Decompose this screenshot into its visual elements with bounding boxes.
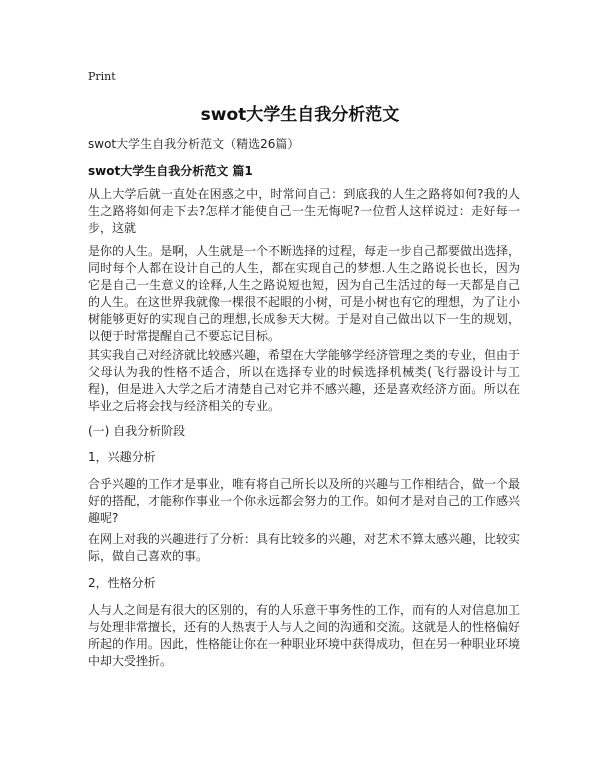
paragraph: 是你的人生。是啊，人生就是一个不断选择的过程，每走一步自己都要做出选择，同时每个人都在设计自己的人生，都在实现自己的梦想.人生之路说长也长，因为它是自己一生意义的诠释,人生之路说短也短，因为自己生活过的每一天都是自己的人生。在这世界我就像一棵很不起眼的小树，可是小树也有它的理想，为了让小树能够更好的实现自己的理想,长成参天大树。于是对自己做出以下一生的规划，以便于时常提醒自己不要忘记目标。 xyxy=(88,244,521,343)
subheading-personality: 2，性格分析 xyxy=(88,576,156,590)
print-link[interactable]: Print xyxy=(88,70,116,83)
paragraph: 人与人之间是有很大的区别的，有的人乐意干事务性的工作，而有的人对信息加工与处理非常擅长，还有的人热衷于人与人之间的沟通和交流。这就是人的性格偏好所起的作用。因此，性格能让你在一种职业环境中获得成功，但在另一种职业环境中却大受挫折。 xyxy=(88,603,521,668)
page-title: swot大学生自我分析范文 xyxy=(200,105,400,125)
subheading-interest: 1，兴趣分析 xyxy=(88,450,156,464)
paragraph: 其实我自己对经济就比较感兴趣，希望在大学能够学经济管理之类的专业，但由于父母认为我的性格不适合，所以在选择专业的时候选择机械类(飞行器设计与工程)，但是进入大学之后才清楚自己对它并不感兴趣，还是喜欢经济方面。所以在毕业之后将会找与经济相关的专业。 xyxy=(88,348,521,413)
paragraph: 从上大学后就一直处在困惑之中，时常问自己：到底我的人生之路将如何?我的人生之路将如何走下去?怎样才能使自己一生无悔呢?一位哲人这样说过：走好每一步，这就 xyxy=(88,187,520,235)
paragraph: 在网上对我的兴趣进行了分析：具有比较多的兴趣，对艺术不算太感兴趣，比较实际，做自己喜欢的事。 xyxy=(88,532,521,563)
paragraph: 合乎兴趣的工作才是事业，唯有将自己所长以及所的兴趣与工作相结合，做一个最好的搭配，才能称作事业一个你永远都会努力的工作。如何才是对自己的工作感兴趣呢? xyxy=(88,477,521,525)
subheading-stage: (一) 自我分析阶段 xyxy=(88,424,186,438)
section-heading: swot大学生自我分析范文 篇1 xyxy=(88,164,253,178)
document-subtitle: swot大学生自我分析范文（精选26篇） xyxy=(88,137,300,151)
